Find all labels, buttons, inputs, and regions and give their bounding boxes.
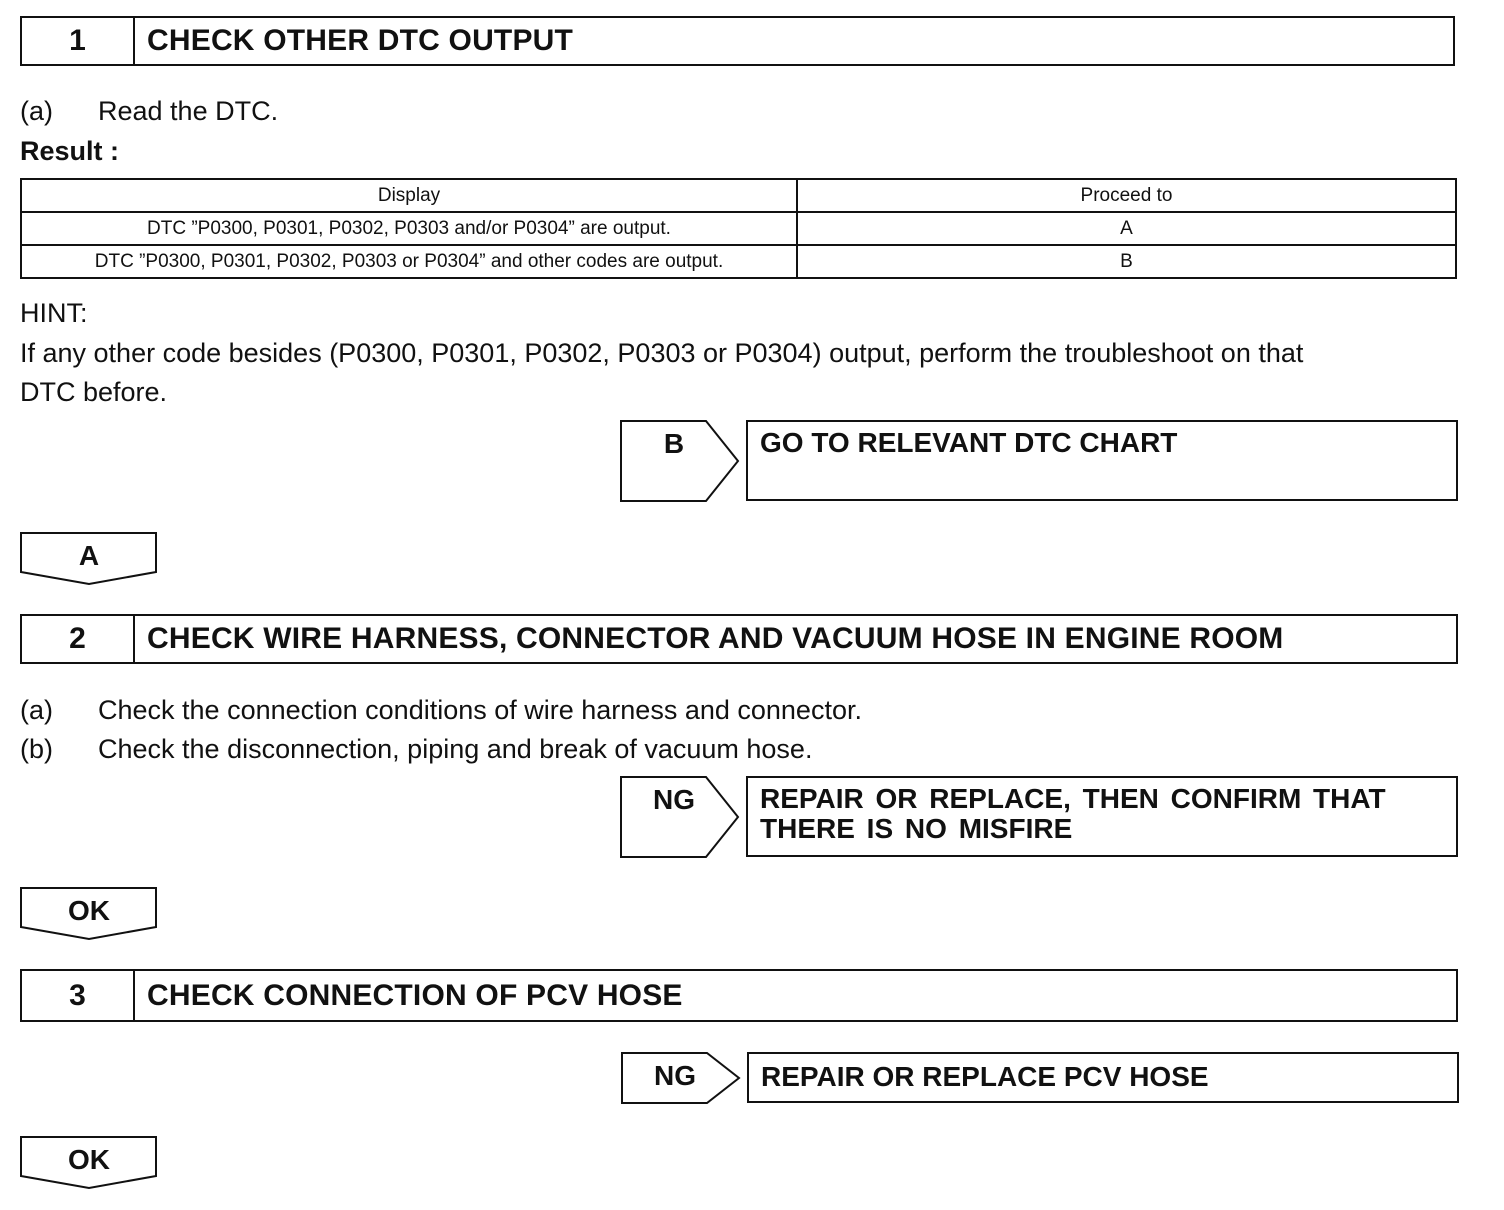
table-header-row [21,179,1456,212]
step-1-header [20,16,1455,66]
branch-ng-step-2 [620,776,1458,858]
branch-action [746,776,1458,857]
table-row [21,245,1456,278]
table-row [21,212,1456,245]
continue-tag-ok-step-2 [20,887,158,941]
result-table [20,178,1457,279]
item-text: Check the disconnection, piping and break of vacuum hose. [98,734,813,764]
result-label: Result : [20,136,120,166]
item-label: (b) [20,734,53,764]
continue-label: OK [68,895,110,926]
hint-label: HINT: [20,298,88,328]
item-label: (a) [20,695,53,725]
step-1-instruction [20,94,278,128]
step-2-item-a [20,693,862,727]
hint-text-line-1: If any other code besides (P0300, P0301, P0302, P0303 or P0304) output, perform the troubleshoot on that [20,338,1304,368]
branch-action: REPAIR OR REPLACE PCV HOSE [747,1052,1459,1103]
hint-text-line-2: DTC before. [20,377,168,407]
branch-label: B [663,428,685,459]
branch-label: NG [653,784,695,815]
branch-action-line: REPAIR OR REPLACE, THEN CONFIRM THAT [760,783,1386,814]
table-cell: B [797,245,1456,278]
continue-tag-a [20,532,158,586]
branch-b [620,420,1458,502]
table-header-proceed: Proceed to [797,179,1456,212]
step-2-item-b [20,732,812,766]
continue-label: A [78,540,100,571]
branch-label: NG [654,1060,696,1091]
step-title: CHECK WIRE HARNESS, CONNECTOR AND VACUUM HOSE IN ENGINE ROOM [147,622,1284,655]
step-title: CHECK OTHER DTC OUTPUT [147,24,574,57]
table-header-display: Display [21,179,797,212]
continue-tag-ok-step-3 [20,1136,158,1190]
item-text: Check the connection conditions of wire harness and connector. [98,695,862,725]
step-2-header [20,614,1458,664]
step-number: 2 [22,616,135,662]
step-title: CHECK CONNECTION OF PCV HOSE [147,978,683,1012]
item-text: Read the DTC. [98,96,279,126]
branch-ng-step-3 [621,1052,1459,1104]
branch-action-line: THERE IS NO MISFIRE [760,813,1073,844]
step-number: 1 [22,18,135,64]
table-cell: DTC ”P0300, P0301, P0302, P0303 and/or P0304” are output. [21,212,797,245]
table-cell: DTC ”P0300, P0301, P0302, P0303 or P0304” and other codes are output. [21,245,797,278]
step-number: 3 [22,971,135,1020]
table-cell: A [797,212,1456,245]
continue-label: OK [68,1144,110,1175]
branch-action: GO TO RELEVANT DTC CHART [746,420,1458,501]
item-label: (a) [20,96,53,126]
step-3-header [20,969,1458,1022]
